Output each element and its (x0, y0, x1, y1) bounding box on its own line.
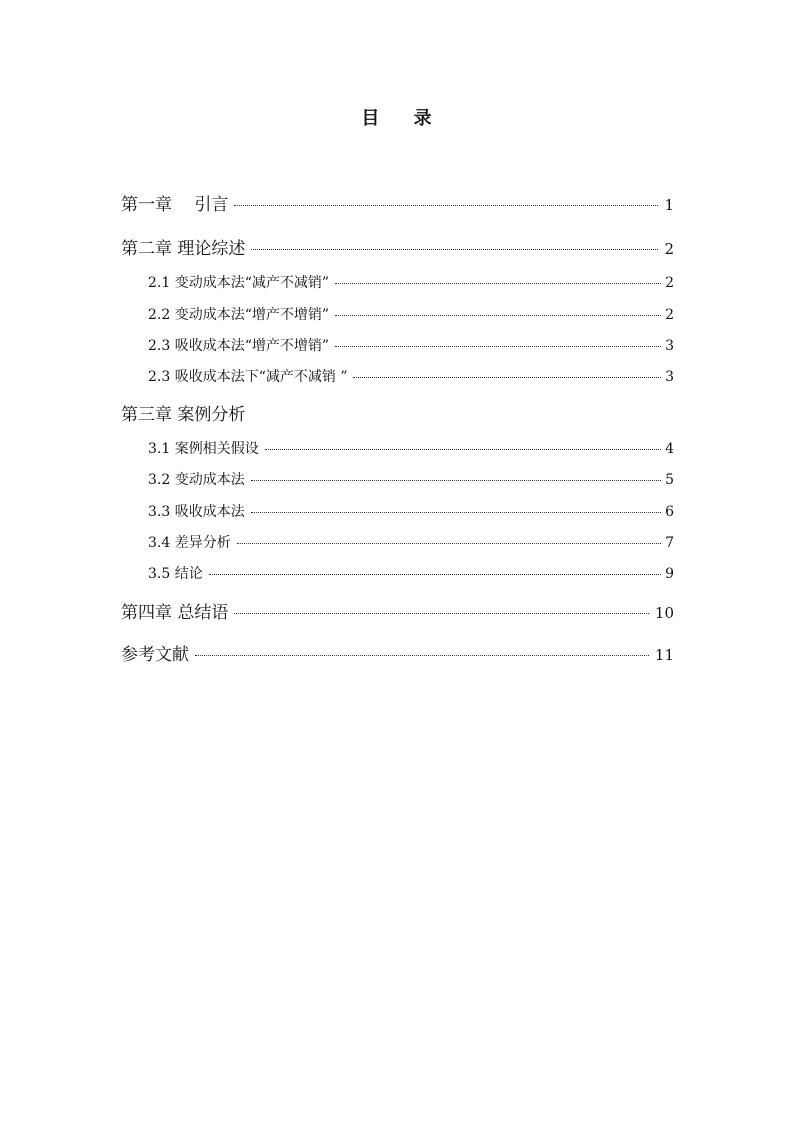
toc-entry-label: 参考文献 (121, 645, 189, 665)
toc-entry-page: 7 (665, 535, 674, 551)
toc-entry-section-2-1[interactable] (148, 272, 674, 292)
toc-entry-section-3-1[interactable] (148, 438, 674, 458)
dot-leader (353, 376, 661, 378)
dot-leader (335, 282, 661, 284)
toc-entry-chapter-4[interactable] (121, 598, 674, 623)
toc-entry-label: 第三章 案例分析 (121, 405, 246, 425)
dot-leader (265, 448, 661, 450)
dot-leader (234, 612, 649, 614)
toc-entry-page: 6 (665, 504, 674, 520)
toc-entry-chapter-1[interactable] (121, 190, 674, 215)
toc-entry-label: 2.1 变动成本法“减产不减销” (148, 275, 330, 291)
toc-entry-section-3-2[interactable] (148, 469, 674, 489)
toc-entry-chapter-2[interactable] (121, 234, 674, 259)
dot-leader (335, 314, 661, 316)
toc-entry-page: 1 (664, 196, 674, 214)
toc-entry-page: 4 (665, 441, 674, 457)
toc-entry-label: 3.5 结论 (148, 566, 203, 582)
toc-entry-section-3-3[interactable] (148, 501, 674, 521)
dot-leader (251, 248, 658, 250)
toc-entry-page: 2 (664, 240, 674, 258)
toc-entry-label: 第一章 引言 (121, 195, 229, 215)
dot-leader (251, 479, 661, 481)
toc-entry-page: 9 (665, 566, 674, 582)
toc-entry-page: 3 (665, 338, 674, 354)
toc-entry-page: 11 (654, 646, 674, 664)
toc-entry-references[interactable] (121, 640, 674, 665)
toc-entry-label: 3.3 吸收成本法 (148, 504, 245, 520)
toc-entry-page: 2 (665, 307, 674, 323)
toc-entry-section-2-2[interactable] (148, 304, 674, 324)
toc-entry-label: 2.2 变动成本法“增产不增销” (148, 307, 330, 323)
toc-entry-page: 2 (665, 275, 674, 291)
toc-entry-label: 3.1 案例相关假设 (148, 441, 259, 457)
toc-entry-page: 3 (665, 369, 674, 385)
dot-leader (195, 654, 649, 656)
toc-title: 目 录 (361, 108, 446, 129)
toc-entry-section-2-3b[interactable] (148, 366, 674, 386)
toc-entry-section-3-5[interactable] (148, 563, 674, 583)
toc-entry-label: 2.3 吸收成本法“增产不增销” (148, 338, 330, 354)
toc-entry-page: 10 (654, 604, 674, 622)
toc-entry-page: 5 (665, 472, 674, 488)
toc-entry-label: 第四章 总结语 (121, 603, 229, 623)
dot-leader (209, 573, 661, 575)
dot-leader (335, 345, 661, 347)
toc-entry-section-2-3a[interactable] (148, 335, 674, 355)
toc-entry-section-3-4[interactable] (148, 532, 674, 552)
toc-entry-label: 3.4 差异分析 (148, 535, 231, 551)
toc-entry-label: 2.3 吸收成本法下“减产不减销 ” (148, 369, 348, 385)
dot-leader (234, 204, 658, 206)
dot-leader (237, 542, 661, 544)
dot-leader (251, 511, 661, 513)
toc-entry-label: 3.2 变动成本法 (148, 472, 245, 488)
toc-entry-label: 第二章 理论综述 (121, 239, 246, 259)
toc-entry-chapter-3[interactable] (121, 400, 674, 425)
